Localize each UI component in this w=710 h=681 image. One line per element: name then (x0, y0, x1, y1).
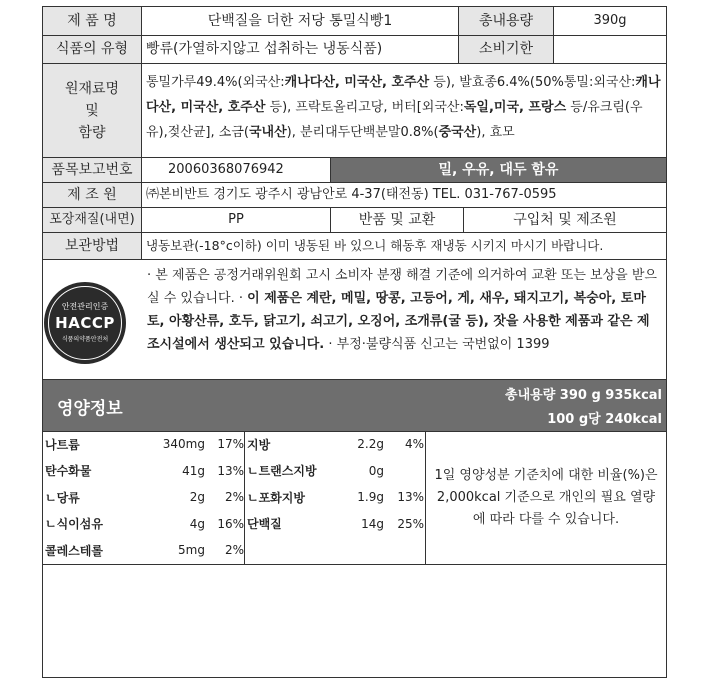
nutrient-amount: 0g (368, 463, 384, 478)
ingredients-label-line2: 및 (85, 102, 99, 119)
nutrition-row (247, 484, 428, 510)
text-segment: ), 효모 (476, 125, 515, 140)
nutrient-name: ㄴ포화지방 (247, 490, 305, 505)
haccp-ring (48, 286, 122, 360)
nutrition-header (42, 379, 667, 432)
nutrient-percent: 17% (217, 437, 244, 451)
nutrient-amount: 340mg (162, 437, 205, 451)
ingredients-label (42, 63, 142, 158)
storage-label: 보관방법 (42, 232, 142, 260)
expiry-label: 소비기한 (458, 35, 554, 64)
nutrition-row (247, 431, 428, 457)
text-segment: · 부정·불량식품 신고는 국번없이 1399 (324, 337, 550, 352)
nutrient-percent: 13% (397, 490, 424, 504)
nutrient-percent: 25% (397, 516, 424, 531)
product-name-label: 제 품 명 (42, 6, 142, 36)
allergen-badge: 밀, 우유, 대두 함유 (330, 157, 667, 183)
nutrient-amount: 5mg (178, 543, 205, 557)
food-type-label: 식품의 유형 (42, 35, 142, 64)
nutrient-name: 콜레스테롤 (45, 543, 103, 558)
nutrition-per100: 100 g당 240kcal (547, 412, 662, 427)
text-segment: 독일,미국, 프랑스 (463, 100, 567, 115)
nutrition-row (45, 458, 248, 484)
nutrient-amount: 4g (189, 516, 205, 531)
nutrient-amount: 2g (189, 490, 205, 504)
text-segment: ), 분리대두단백분말0.8%( (286, 125, 439, 140)
nutrient-amount: 14g (361, 516, 384, 531)
nutrition-title: 영양정보 (57, 399, 123, 419)
text-segment: 통밀가루49.4%(외국산: (146, 75, 285, 90)
nutrient-amount: 2.2g (357, 437, 384, 451)
total-weight-value: 390g (553, 6, 667, 36)
nutrient-percent: 16% (217, 516, 244, 531)
ingredients-label-line1: 원재료명 (64, 80, 120, 97)
nutrient-name: 탄수화물 (45, 464, 92, 478)
empty-box (42, 564, 667, 678)
haccp-mark (44, 282, 126, 364)
nutrient-percent: 4% (404, 437, 424, 451)
report-number-label: 품목보고번호 (42, 157, 142, 183)
nutrient-name: ㄴ당류 (45, 490, 80, 505)
notice-text (141, 259, 667, 380)
nutrient-percent: 2% (224, 490, 244, 504)
maker-label: 제 조 원 (42, 182, 142, 208)
text-segment: 캐나다산, 미국산, 호주산 (146, 75, 661, 115)
text-segment: 중국산 (438, 125, 477, 140)
nutrient-name: ㄴ트랜스지방 (247, 464, 317, 478)
nutrient-amount: 1.9g (357, 490, 384, 504)
nutrition-total: 총내용량 390 g 935kcal (505, 388, 662, 403)
text-segment: 국내산 (248, 125, 287, 140)
nutrition-row (45, 431, 248, 457)
refund-label: 반품 및 교환 (330, 207, 464, 233)
ingredients-text (141, 63, 667, 158)
text-segment: 이 제품은 계란, 메밀, 땅콩, 고등어, 게, 새우, 돼지고기, 복숭아, 토마토, 아황산류, 호두, 닭고기, 쇠고기, 오징어, 조개류(굴 등), 잣을 사용한 제품과 같은 제조시설에서 생산되고 있습니다. (147, 291, 650, 352)
storage-value: 냉동보관(-18°c이하) 이미 냉동된 바 있으니 해동후 재냉동 시키지 마시기 바랍니다. (141, 232, 667, 260)
nutrient-amount: 41g (182, 463, 205, 478)
haccp-logo-text: HACCP (55, 314, 115, 332)
text-segment: 캐나다산, 미국산, 호주산 (284, 75, 430, 90)
packaging-label: 포장재질(내면) (42, 207, 142, 233)
nutrient-name: 나트륨 (45, 437, 80, 452)
ingredients-label-line3: 함량 (78, 124, 106, 141)
nutrition-row (247, 458, 428, 484)
nutrition-note: 1일 영양성분 기준치에 대한 비율(%)은 2,000kcal 기준으로 개인의 필요 열량에 따라 다를 수 있습니다. (434, 468, 658, 527)
nutrient-name: 지방 (247, 437, 271, 452)
nutrition-row (45, 511, 248, 537)
nutrient-percent: 13% (217, 463, 244, 478)
refund-value: 구입처 및 제조원 (463, 207, 667, 233)
nutrition-row (45, 484, 248, 510)
maker-value: ㈜본비반트 경기도 광주시 광남안로 4-37(태전동) TEL. 031-767-0595 (141, 182, 667, 208)
nutrition-row (45, 537, 248, 563)
food-type-value: 빵류(가열하지않고 섭취하는 냉동식품) (141, 35, 459, 64)
text-segment: 등), 발효종6.4%(50%통밀:외국산: (429, 75, 636, 90)
text-segment: · 본 제품은 공정거래위원회 고시 소비자 분쟁 해결 기준에 의거하여 교환 또는 보상을 받으실 수 있습니다. · (147, 268, 657, 306)
text-segment: 등), 프락토올리고당, 버터[외국산: (265, 100, 464, 115)
nutrient-percent: 2% (224, 543, 244, 557)
text-segment: 등/유크림(우유),젖산균], 소금( (146, 100, 643, 140)
haccp-top-text: 안전관리인증 (61, 302, 109, 311)
packaging-value: PP (141, 207, 331, 233)
expiry-value (553, 35, 667, 64)
report-number-value: 20060368076942 (141, 157, 331, 183)
total-weight-label: 총내용량 (458, 6, 554, 36)
haccp-bottom-text: 식품의약품안전처 (61, 336, 109, 343)
nutrition-row (247, 511, 428, 537)
nutrient-name: 단백질 (247, 517, 282, 531)
product-name: 단백질을 더한 저당 통밀식빵1 (141, 6, 459, 36)
nutrient-name: ㄴ식이섬유 (45, 517, 103, 531)
